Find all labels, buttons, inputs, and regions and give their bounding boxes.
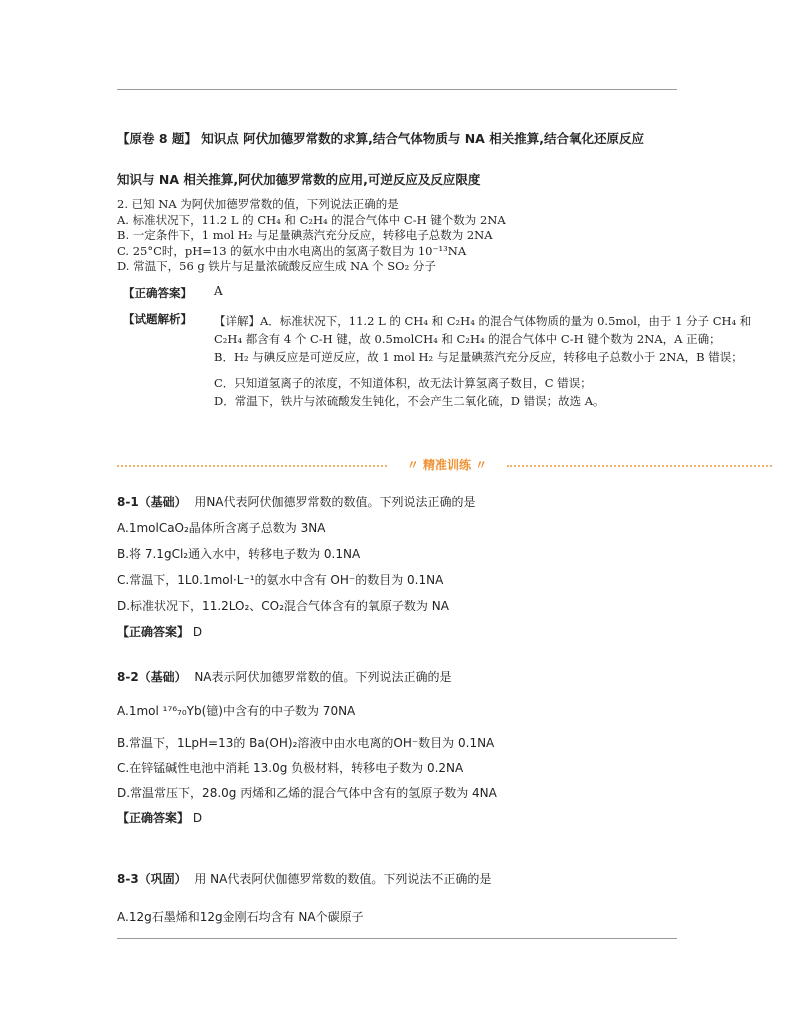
option-c: C.在锌锰碱性电池中消耗 13.0g 负极材料，转移电子数为 0.2NA	[117, 761, 464, 775]
answer-value: D	[192, 811, 203, 825]
training-8-1	[117, 489, 476, 645]
analysis-c: C．只知道氢离子的浓度，不知道体积，故无法计算氢离子数目，C 错误；	[214, 376, 592, 390]
option-c: C. 25°C时，pH=13 的氨水中由水电离出的氢离子数目为 10⁻¹³NA	[117, 243, 467, 258]
question-number: 8-1（基础）	[117, 495, 187, 509]
analysis-text	[214, 312, 759, 410]
analysis-label: 【试题解析】	[123, 312, 192, 326]
question-stem: 2. 已知 NA 为阿伏加德罗常数的值，下列说法正确的是	[117, 197, 399, 211]
question-header	[117, 489, 476, 515]
answer-value: D	[192, 625, 203, 639]
analysis-b: B．H₂ 与碘反应是可逆反应，故 1 mol H₂ 与足量碘蒸汽充分反应，转移电子总数小于 2NA，B 错误；	[214, 350, 743, 364]
answer-row	[117, 619, 476, 645]
question-header	[117, 866, 491, 892]
answer-label: 【正确答案】	[117, 811, 190, 825]
analysis-d: D．常温下，铁片与浓硫酸发生钝化，不会产生二氧化硫，D 错误；故选 A。	[214, 394, 605, 408]
knowledge-heading-line2: 知识与 NA 相关推算,阿伏加德罗常数的应用,可逆反应及反应限度	[117, 172, 481, 187]
banner-dotted-right	[507, 465, 772, 467]
question-stem: 用 NA代表阿伏伽德罗常数的数值。下列说法不正确的是	[194, 872, 492, 886]
question-stem: NA表示阿伏加德罗常数的值。下列说法正确的是	[194, 670, 452, 684]
bottom-rule	[117, 938, 677, 939]
option-d: D. 常温下，56 g 铁片与足量浓硫酸反应生成 NA 个 SO₂ 分子	[117, 259, 436, 273]
answer-value: A	[214, 284, 223, 298]
option-b: B. 一定条件下，1 mol H₂ 与足量碘蒸汽充分反应，转移电子总数为 2NA	[117, 228, 493, 242]
answer-label: 【正确答案】	[117, 625, 190, 639]
top-rule	[117, 89, 677, 90]
answer-row	[117, 806, 497, 831]
answer-label: 【正确答案】	[123, 286, 192, 300]
analysis-a: 【详解】A．标准状况下，11.2 L 的 CH₄ 和 C₂H₄ 的混合气体物质的量为 0.5mol，由于 1 分子 CH₄ 和 C₂H₄ 都含有 4 个 C-H 键，故 0.5molCH₄ 和 C₂H₄ 的混合气体中 C-H 键个数为 2NA，A 正确；	[214, 314, 752, 346]
question-number: 8-3（巩固）	[117, 872, 187, 886]
option-a: A.12g石墨烯和12g金刚石均含有 NA个碳原子	[117, 910, 364, 924]
option-b: B.将 7.1gCl₂通入水中，转移电子数为 0.1NA	[117, 547, 361, 561]
option-a: A. 标准状况下，11.2 L 的 CH₄ 和 C₂H₄ 的混合气体中 C-H 键个数为 2NA	[117, 212, 506, 227]
option-c: C.常温下，1L0.1mol·L⁻¹的氨水中含有 OH⁻的数目为 0.1NA	[117, 573, 444, 587]
training-8-3	[117, 866, 491, 930]
question-header	[117, 665, 497, 690]
question-number: 8-2（基础）	[117, 670, 187, 684]
option-b: B.常温下，1LpH=13的 Ba(OH)₂溶液中由水电离的OH⁻数目为 0.1NA	[117, 736, 495, 750]
knowledge-heading-line1: 【原卷 8 题】 知识点 阿伏加德罗常数的求算,结合气体物质与 NA 相关推算,结合氧化还原反应	[117, 131, 644, 146]
option-a: A.1molCaO₂晶体所含离子总数为 3NA	[117, 521, 326, 535]
original-question	[117, 197, 506, 275]
banner-title: 〃 精准训练 〃	[406, 458, 488, 472]
banner-dotted-left	[117, 465, 387, 467]
question-stem: 用NA代表阿伏伽德罗常数的数值。下列说法正确的是	[194, 495, 476, 509]
section-banner	[117, 459, 772, 473]
training-8-2	[117, 665, 497, 831]
option-d: D.常温常压下，28.0g 丙烯和乙烯的混合气体中含有的氢原子数为 4NA	[117, 786, 497, 800]
option-d: D.标准状况下，11.2LO₂、CO₂混合气体含有的氧原子数为 NA	[117, 599, 449, 613]
option-a: A.1mol ¹⁷⁶₇₀Yb(镱)中含有的中子数为 70NA	[117, 704, 356, 718]
